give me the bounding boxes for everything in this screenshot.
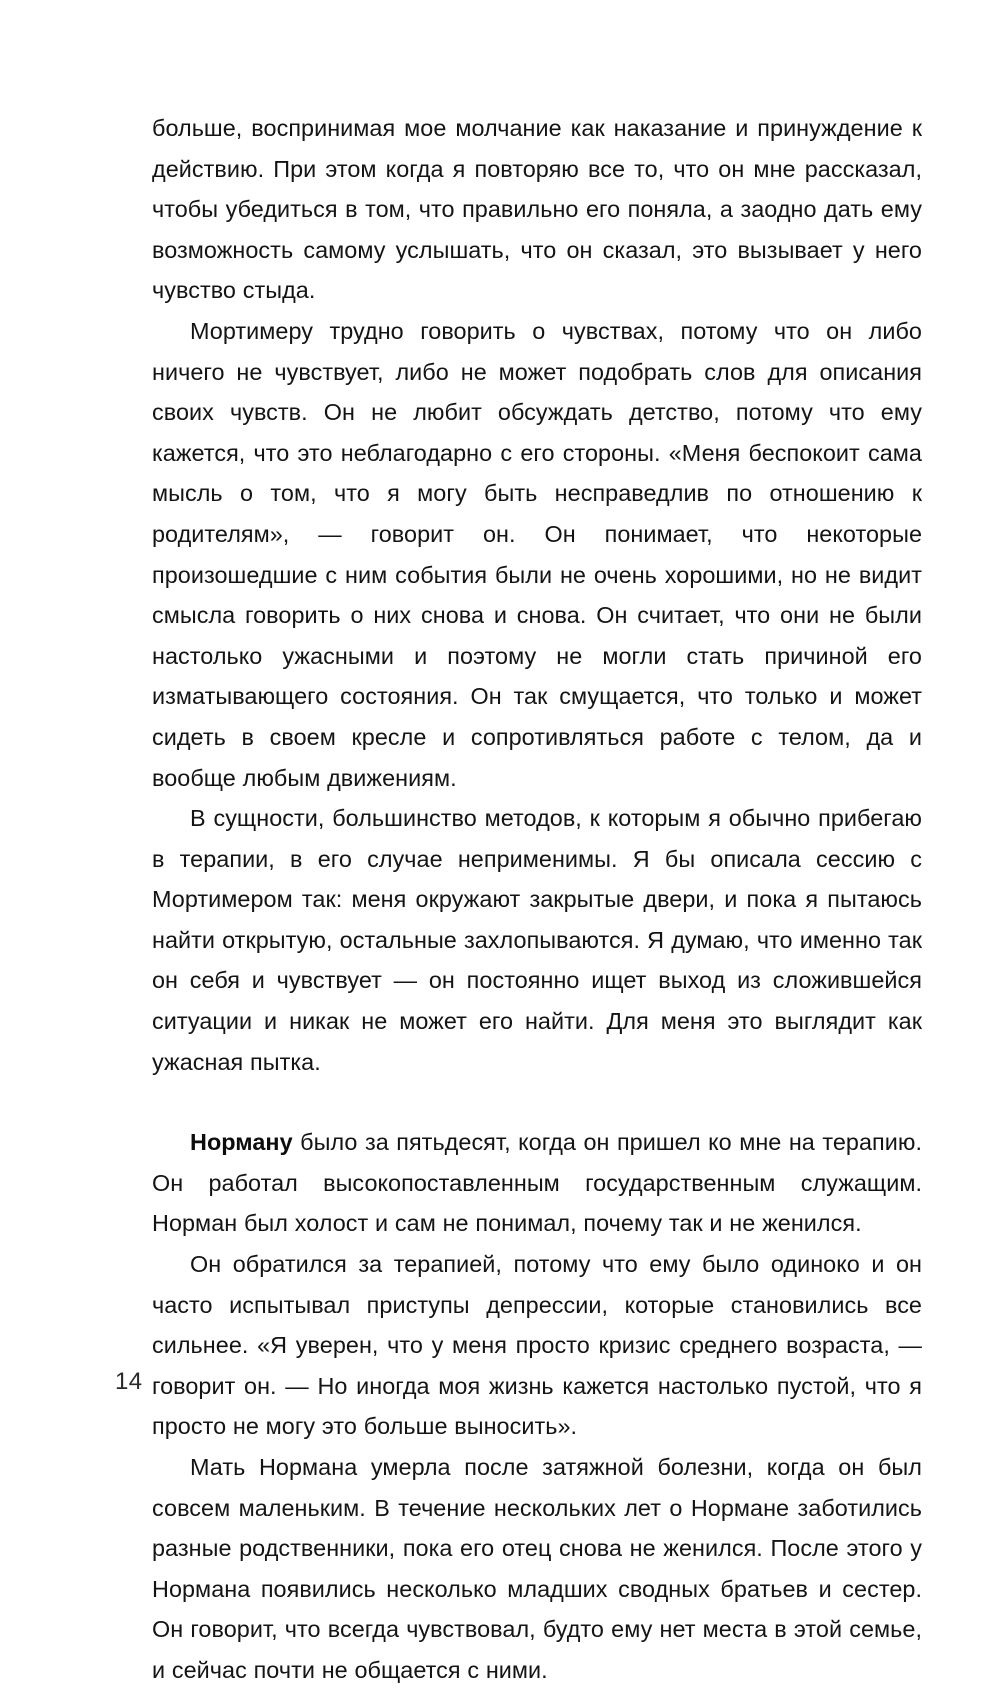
paragraph-norman-intro-text: было за пятьдесят, когда он пришел ко мне на терапию. Он работал высокопоставленным государственным служащим. Норман был холост и сам не понимал, почему так и не женился. xyxy=(152,1129,922,1237)
paragraph-mortimer-feelings: Мортимеру трудно говорить о чувствах, потому что он либо ничего не чувствует, либо не может подобрать слов для описания своих чувств. Он не любит обсуждать детство, потому что ему кажется, что это неблагодарно с его стороны. «Меня беспокоит сама мысль о том, что я могу быть несправедлив по отношению к родителям», — говорит он. Он понимает, что некоторые произошедшие с ним события были не очень хорошими, но не видит смысла говорить о них снова и снова. Он считает, что они не были настолько ужасными и поэтому не могли стать причиной его изматывающего состояния. Он так смущается, что только и может сидеть в своем кресле и сопротивляться работе с телом, да и вообще любым движениям. xyxy=(152,317,922,791)
paragraph-norman-therapy: Он обратился за терапией, потому что ему было одиноко и он часто испытывал приступы депрессии, которые становились все сильнее. «Я уверен, что у меня просто кризис среднего возраста, — говорит он. — Но иногда моя жизнь кажется настолько пустой, что я просто не могу это больше выносить». xyxy=(152,1251,922,1440)
paragraph-methods: В сущности, большинство методов, к которым я обычно прибегаю в терапии, в его случае неприменимы. Я бы описала сессию с Мортимером так: меня окружают закрытые двери, и пока я пытаюсь найти открытую, остальные захлопываются. Я думаю, что именно так он себя и чувствует — он постоянно ищет выход из сложившейся ситуации и никак не может его найти. Для меня это выглядит как ужасная пытка. xyxy=(152,805,922,1075)
paragraph-norman-family: Мать Нормана умерла после затяжной болезни, когда он был совсем маленьким. В течение нескольких лет о Нормане заботились разные родственники, пока его отец снова не женился. После этого у Нормана появились несколько младших сводных братьев и сестер. Он говорит, что всегда чувствовал, будто ему нет места в этой семье, и сейчас почти не общается с ними. xyxy=(152,1454,922,1683)
case-study-name-norman: Норману xyxy=(190,1129,293,1156)
paragraph-norman-intro xyxy=(152,1122,922,1244)
page-number: 14 xyxy=(115,1368,143,1395)
paragraph-continuation: больше, воспринимая мое молчание как наказание и принуждение к действию. При этом когда я повторяю все то, что он мне рассказал, чтобы убедиться в том, что правильно его поняла, а заодно дать ему возможность самому услышать, что он сказал, это вызывает у него чувство стыда. xyxy=(152,115,922,304)
body-text-column xyxy=(152,108,922,1691)
